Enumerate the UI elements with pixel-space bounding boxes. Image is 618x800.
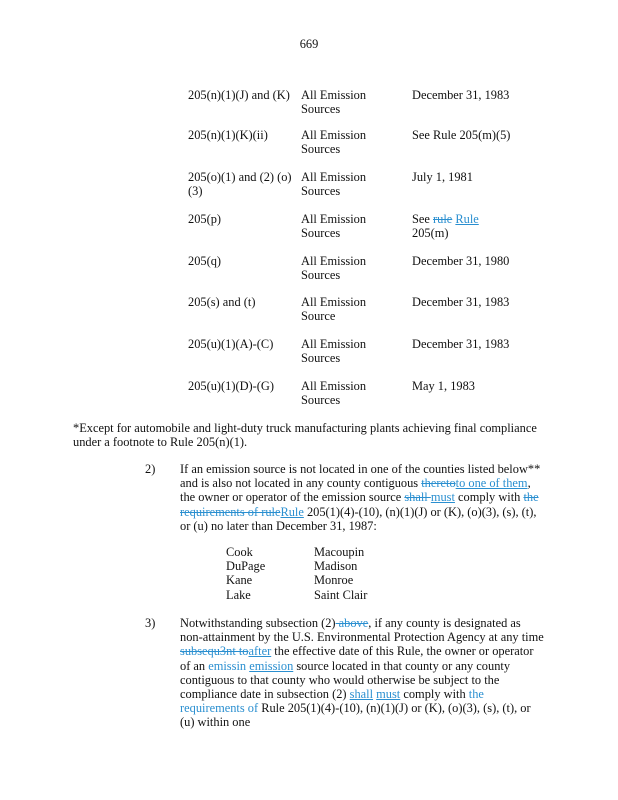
inserted-text: emission	[249, 658, 294, 673]
applies-cell: All Emission Sources	[301, 170, 367, 199]
applies-cell: All Emission Sources	[301, 379, 367, 408]
county-row	[226, 573, 406, 587]
county-row	[226, 588, 406, 602]
changed-text: emissin	[208, 658, 247, 673]
applies-cell: All Emission Sources	[301, 88, 367, 117]
applies-cell: All Emission Sources	[301, 212, 367, 241]
inserted-text: shall	[349, 687, 374, 702]
applies-cell: All Emission Sources	[301, 254, 367, 283]
deleted-text: shall	[404, 490, 431, 505]
county-name: Macoupin	[314, 545, 365, 559]
date-cell: See Rule 205(m)(5)	[412, 128, 511, 142]
inserted-text: to one of them	[455, 476, 528, 491]
date-cell: May 1, 1983	[412, 379, 475, 393]
footnote: *Except for automobile and light-duty truck manufacturing plants achieving final compliance under a footnote to Rule 205(n)(1).	[73, 421, 537, 450]
date-cell: December 31, 1983	[412, 88, 510, 102]
inserted-text: must	[376, 687, 401, 702]
subsection-body: Notwithstanding subsection (2) above, if any county is designated as non-attainment by the U.S. Environmental Protection Agency at any time subsequ3nt toafter the effective date of this Rule, the owner or operator of an emissin emission source located in that county or any county contiguous to that county who would otherwise be subject to the compliance date in subsection (2) shall must comply with the requirements of Rule 205(1)(4)-(10), (n)(1)(J) or (K), (o)(3), (s), (t), or (u) within one	[180, 616, 544, 730]
county-row	[226, 545, 406, 559]
deleted-text: the requirements of rule	[180, 490, 539, 519]
rule-cell: 205(u)(1)(D)-(G)	[188, 379, 275, 393]
date-cell: December 31, 1983	[412, 295, 510, 309]
county-name: Monroe	[314, 573, 354, 588]
rule-cell: 205(n)(1)(K)(ii)	[188, 128, 268, 142]
page-number: 669	[299, 37, 319, 51]
subsection-body: If an emission source is not located in one of the counties listed below** and is also not located in any county contiguous theretoto one of them, the owner or operator of the emission source shall must comply with the requirements of ruleRule 205(1)(4)-(10), (n)(1)(J) or (K), (o)(3), (s), (t), or (u) no later than December 31, 1987:	[180, 462, 541, 533]
county-row	[226, 559, 406, 573]
deleted-text: above	[335, 616, 369, 630]
deleted-text: rule	[433, 212, 453, 226]
changed-text: the requirements of	[180, 687, 484, 716]
date-rest: 205(m)	[412, 226, 449, 241]
applies-cell: All Emission Sources	[301, 337, 367, 366]
date-cell	[412, 212, 548, 240]
applies-cell: All Emission Sources	[301, 128, 367, 157]
applies-cell: All Emission Source	[301, 295, 367, 324]
inserted-text: after	[248, 644, 272, 659]
date-cell: July 1, 1981	[412, 170, 473, 184]
deleted-text: thereto	[421, 476, 456, 491]
date-cell: December 31, 1983	[412, 337, 510, 351]
date-see: See	[412, 212, 430, 226]
inserted-text: Rule	[280, 504, 304, 519]
inserted-text: Rule	[455, 212, 479, 226]
county-name: Saint Clair	[314, 587, 368, 602]
county-list	[226, 545, 406, 602]
county-name: Madison	[314, 559, 358, 574]
rule-cell: 205(q)	[188, 254, 222, 268]
rule-cell: 205(n)(1)(J) and (K)	[188, 88, 290, 102]
rule-cell: 205(s) and (t)	[188, 295, 256, 309]
county-name: Cook	[226, 545, 253, 559]
county-name: Kane	[226, 573, 253, 588]
date-cell: December 31, 1980	[412, 254, 510, 268]
subsection-number: 2)	[145, 462, 156, 476]
rule-cell: 205(o)(1) and (2) (o)(3)	[188, 170, 292, 199]
county-name: Lake	[226, 587, 251, 602]
rule-cell: 205(p)	[188, 212, 222, 226]
county-name: DuPage	[226, 559, 266, 574]
subsection-number: 3)	[145, 616, 156, 630]
deleted-text: subsequ3nt to	[180, 644, 249, 659]
inserted-text: must	[430, 490, 455, 505]
rule-cell: 205(u)(1)(A)-(C)	[188, 337, 274, 351]
